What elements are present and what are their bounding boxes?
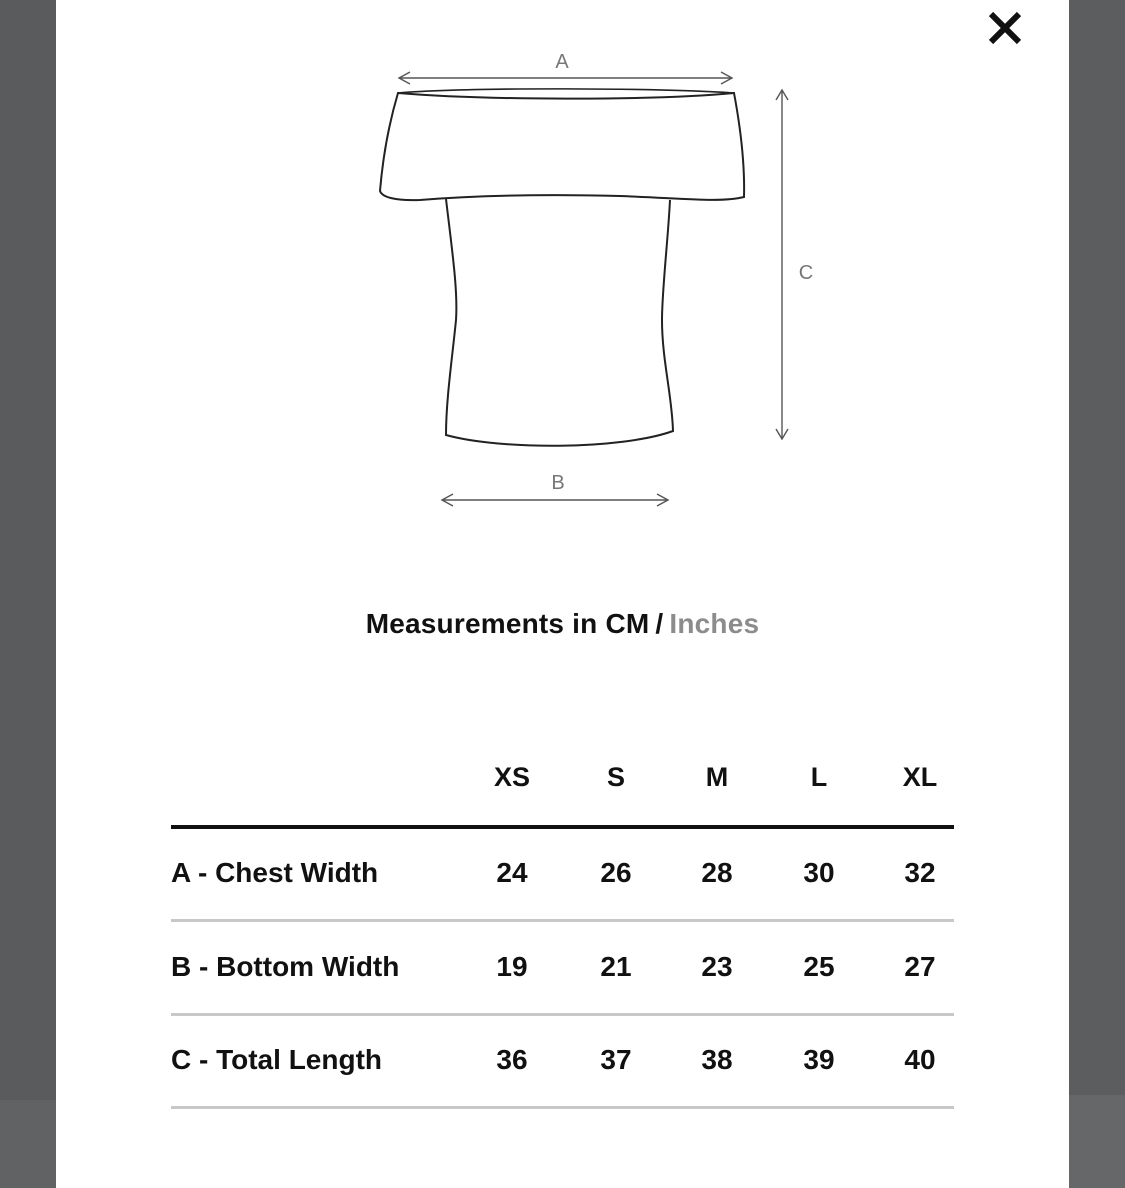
row-label-total-length: C - Total Length <box>171 1044 382 1075</box>
table-cell: 40 <box>904 1044 936 1075</box>
size-guide-modal <box>56 0 1069 1188</box>
table-cell: 27 <box>904 951 936 982</box>
row-label-chest-width: A - Chest Width <box>171 857 379 888</box>
table-cell: 37 <box>600 1044 632 1075</box>
units-inches-toggle[interactable]: Inches <box>669 608 760 639</box>
label-a: A <box>555 51 569 73</box>
close-icon <box>983 8 1027 48</box>
size-header-s: S <box>606 762 625 792</box>
table-cell: 19 <box>496 951 528 982</box>
table-header-divider <box>171 825 954 829</box>
table-cell: 21 <box>600 951 632 982</box>
label-c: C <box>798 262 814 284</box>
row-divider <box>171 1013 954 1016</box>
table-cell: 36 <box>496 1044 528 1075</box>
row-divider <box>171 1106 954 1109</box>
units-cm-label[interactable]: Measurements in CM <box>365 608 650 639</box>
units-toggle <box>0 608 1125 640</box>
table-cell: 32 <box>904 857 936 888</box>
size-header-xs: XS <box>493 762 531 792</box>
label-b: B <box>551 472 565 494</box>
modal-backdrop-left[interactable] <box>0 0 56 1188</box>
size-header-xl: XL <box>902 762 938 792</box>
close-button[interactable] <box>983 8 1027 48</box>
table-cell: 28 <box>701 857 733 888</box>
table-cell: 38 <box>701 1044 733 1075</box>
size-header-l: L <box>810 762 828 792</box>
table-cell: 26 <box>600 857 632 888</box>
table-cell: 24 <box>496 857 528 888</box>
table-cell: 39 <box>803 1044 835 1075</box>
modal-backdrop-right[interactable] <box>1069 0 1125 1188</box>
size-header-m: M <box>705 762 729 792</box>
units-separator: / <box>655 608 664 639</box>
row-divider <box>171 919 954 922</box>
table-cell: 23 <box>701 951 733 982</box>
row-label-bottom-width: B - Bottom Width <box>171 951 400 982</box>
table-cell: 30 <box>803 857 835 888</box>
table-cell: 25 <box>803 951 835 982</box>
